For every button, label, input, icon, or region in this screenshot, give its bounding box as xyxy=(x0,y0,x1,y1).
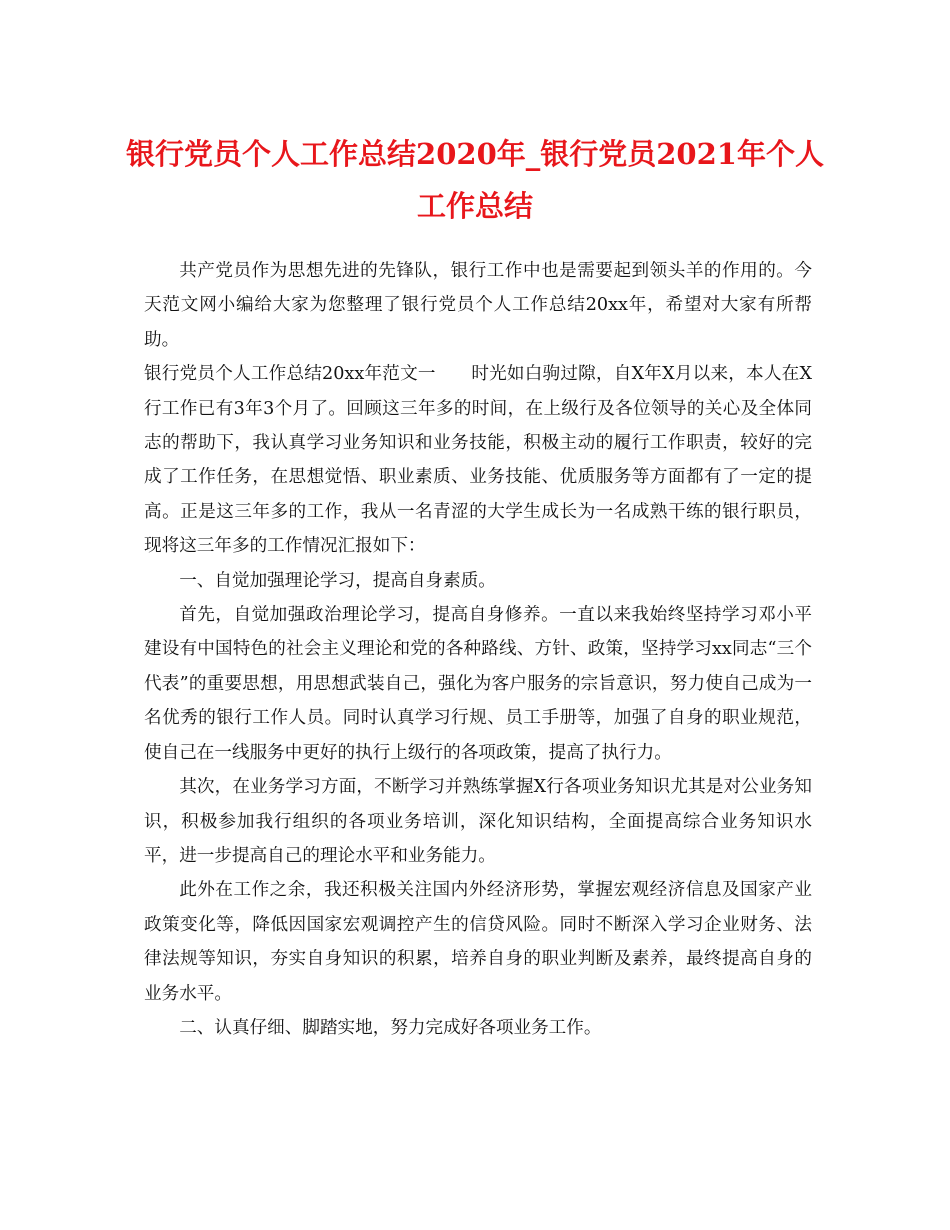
paragraph-intro: 共产党员作为思想先进的先锋队，银行工作中也是需要起到领头羊的作用的。今天范文网小编给大家为您整理了银行党员个人工作总结20xx年，希望对大家有所帮助。 xyxy=(144,261,812,350)
paragraph-third: 此外在工作之余，我还积极关注国内外经济形势，掌握宏观经济信息及国家产业政策变化等，降低因国家宏观调控产生的信贷风险。同时不断深入学习企业财务、法律法规等知识，夯实自身知识的积累，培养自身的职业判断及素养，最终提高自身的业务水平。 xyxy=(144,880,812,1004)
paragraph-first: 首先，自觉加强政治理论学习，提高自身修养。一直以来我始终坚持学习邓小平建设有中国特色的社会主义理论和党的各种路线、方针、政策，坚持学习xx同志“三个代表”的重要思想，用思想武装自己，强化为客户服务的宗旨意识，努力使自己成为一名优秀的银行工作人员。同时认真学习行规、员工手册等，加强了自身的职业规范，使自己在一线服务中更好的执行上级行的各项政策，提高了执行力。 xyxy=(144,605,812,763)
paragraph-sample-one: 银行党员个人工作总结20xx年范文一 时光如白驹过隙，自X年X月以来，本人在X行工作已有3年3个月了。回顾这三年多的时间，在上级行及各位领导的关心及全体同志的帮助下，我认真学习业务知识和业务技能，积极主动的履行工作职责，较好的完成了工作任务，在思想觉悟、职业素质、业务技能、优质服务等方面都有了一定的提高。正是这三年多的工作，我从一名青涩的大学生成长为一名成熟干练的银行职员，现将这三年多的工作情况汇报如下： xyxy=(144,364,812,557)
document-body xyxy=(144,254,812,1045)
section-heading-1: 一、自觉加强理论学习，提高自身素质。 xyxy=(179,570,496,591)
document-title: 银行党员个人工作总结2020年_银行党员2021年个人工作总结 xyxy=(126,137,824,223)
section-heading-2: 二、认真仔细、脚踏实地，努力完成好各项业务工作。 xyxy=(179,1017,602,1038)
paragraph-second: 其次，在业务学习方面，不断学习并熟练掌握X行各项业务知识尤其是对公业务知识，积极参加我行组织的各项业务培训，深化知识结构，全面提高综合业务知识水平，进一步提高自己的理论水平和业务能力。 xyxy=(144,777,812,866)
